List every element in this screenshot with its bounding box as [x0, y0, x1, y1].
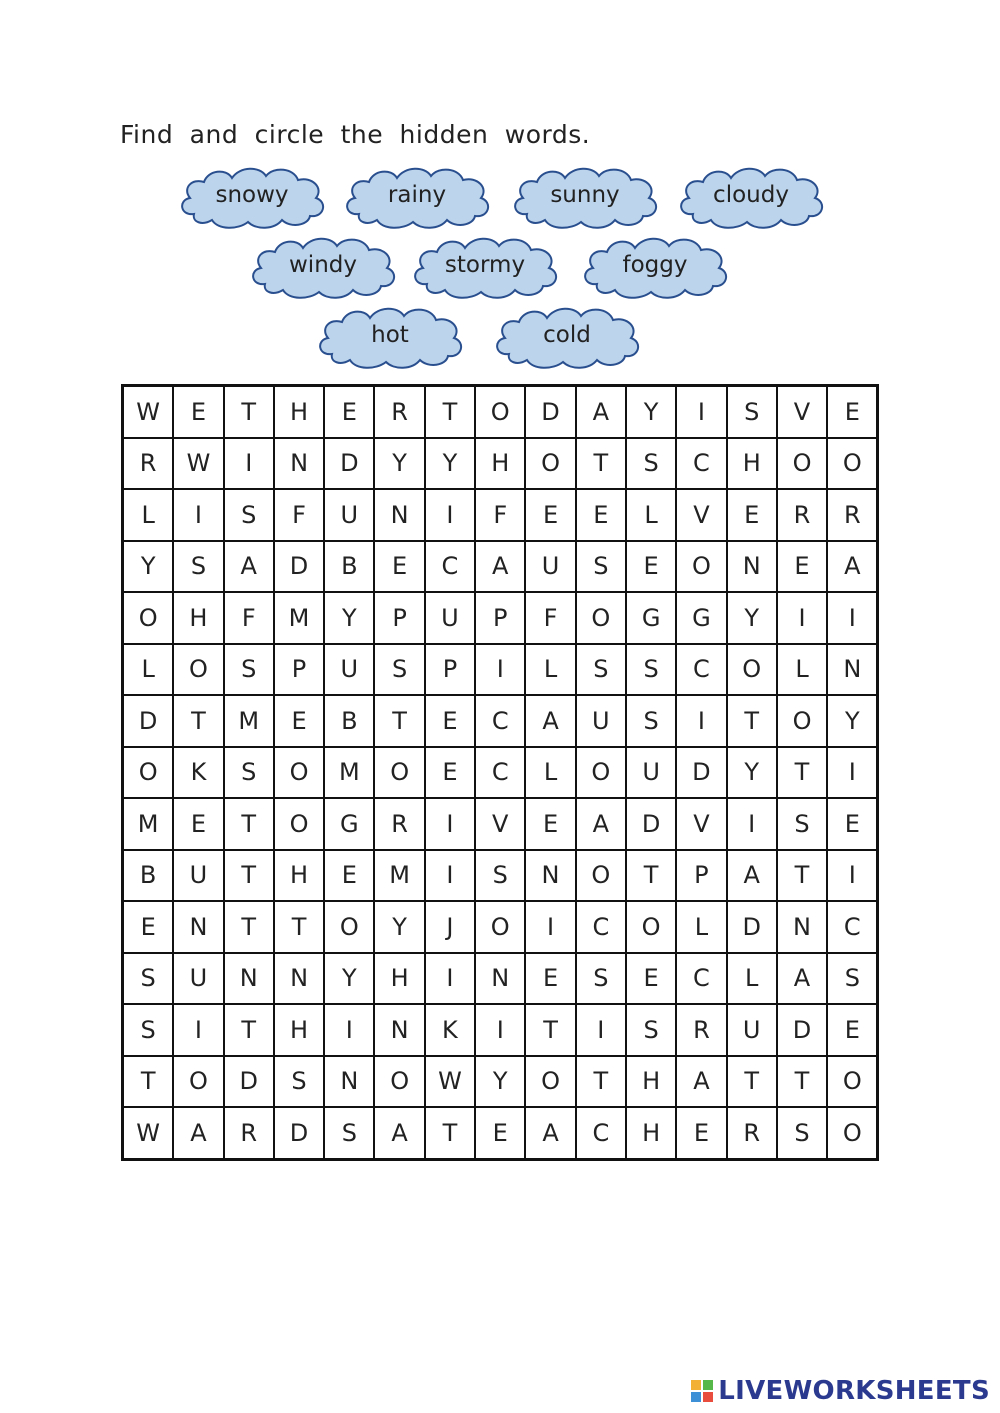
grid-cell[interactable]: I [576, 1004, 626, 1056]
grid-row [123, 850, 878, 902]
grid-cell[interactable]: A [475, 541, 525, 593]
word-bank-item: foggy [622, 252, 688, 278]
grid-cell[interactable]: K [173, 747, 223, 799]
grid-cell[interactable]: O [576, 747, 626, 799]
grid-cell[interactable]: S [576, 644, 626, 696]
grid-row [123, 1004, 878, 1056]
grid-cell[interactable]: T [777, 850, 827, 902]
word-cloud-stormy [405, 230, 565, 302]
grid-cell[interactable]: I [425, 953, 475, 1005]
grid-cell[interactable]: E [727, 489, 777, 541]
grid-cell[interactable]: R [374, 386, 424, 438]
grid-cell[interactable]: T [626, 850, 676, 902]
grid-row [123, 901, 878, 953]
grid-cell[interactable]: E [525, 953, 575, 1005]
grid-cell[interactable]: S [626, 438, 676, 490]
grid-cell[interactable]: D [123, 695, 174, 747]
grid-cell[interactable]: D [274, 541, 324, 593]
grid-cell[interactable]: P [425, 644, 475, 696]
grid-cell[interactable]: C [827, 901, 878, 953]
grid-cell[interactable]: N [827, 644, 878, 696]
grid-cell[interactable]: Y [727, 747, 777, 799]
grid-cell[interactable]: I [425, 850, 475, 902]
grid-cell[interactable]: S [576, 953, 626, 1005]
grid-cell[interactable]: U [525, 541, 575, 593]
grid-cell[interactable]: S [626, 644, 676, 696]
grid-cell[interactable]: D [626, 798, 676, 850]
grid-cell[interactable]: Y [475, 1056, 525, 1108]
grid-cell[interactable]: L [123, 489, 174, 541]
grid-cell[interactable]: S [224, 747, 274, 799]
word-bank-item: cold [543, 322, 591, 348]
grid-cell[interactable]: D [676, 747, 726, 799]
grid-cell[interactable]: G [676, 592, 726, 644]
grid-cell[interactable]: O [827, 1056, 878, 1108]
grid-cell[interactable]: D [324, 438, 374, 490]
grid-cell[interactable]: E [173, 798, 223, 850]
grid-row [123, 489, 878, 541]
grid-cell[interactable]: C [676, 644, 726, 696]
grid-cell[interactable]: M [274, 592, 324, 644]
grid-cell[interactable]: T [123, 1056, 174, 1108]
grid-cell[interactable]: L [777, 644, 827, 696]
grid-cell[interactable]: S [123, 1004, 174, 1056]
word-bank-item: sunny [550, 182, 620, 208]
grid-cell[interactable]: O [525, 438, 575, 490]
grid-cell[interactable]: N [224, 953, 274, 1005]
grid-cell[interactable]: O [274, 798, 324, 850]
grid-cell[interactable]: R [224, 1107, 274, 1159]
grid-cell[interactable]: O [324, 901, 374, 953]
grid-cell[interactable]: A [827, 541, 878, 593]
grid-cell[interactable]: O [777, 438, 827, 490]
grid-cell[interactable]: O [727, 644, 777, 696]
grid-cell[interactable]: R [827, 489, 878, 541]
grid-cell[interactable]: H [274, 850, 324, 902]
grid-cell[interactable]: O [576, 850, 626, 902]
grid-cell[interactable]: R [123, 438, 174, 490]
grid-cell[interactable]: B [324, 695, 374, 747]
grid-cell[interactable]: A [576, 386, 626, 438]
grid-cell[interactable]: S [777, 1107, 827, 1159]
grid-cell[interactable]: L [123, 644, 174, 696]
grid-cell[interactable]: A [676, 1056, 726, 1108]
grid-cell[interactable]: M [123, 798, 174, 850]
grid-cell[interactable]: H [173, 592, 223, 644]
word-cloud-cold [487, 300, 647, 372]
grid-cell[interactable]: U [324, 489, 374, 541]
grid-cell[interactable]: O [626, 901, 676, 953]
grid-cell[interactable]: U [576, 695, 626, 747]
grid-cell[interactable]: U [425, 592, 475, 644]
grid-cell[interactable]: M [224, 695, 274, 747]
word-bank-item: hot [371, 322, 409, 348]
grid-cell[interactable]: T [274, 901, 324, 953]
grid-cell[interactable]: N [525, 850, 575, 902]
grid-cell[interactable]: A [224, 541, 274, 593]
grid-cell[interactable]: V [475, 798, 525, 850]
grid-cell[interactable]: E [827, 1004, 878, 1056]
grid-cell[interactable]: C [676, 953, 726, 1005]
grid-row [123, 798, 878, 850]
grid-cell[interactable]: A [173, 1107, 223, 1159]
grid-cell[interactable]: O [274, 747, 324, 799]
grid-cell[interactable]: H [626, 1056, 676, 1108]
grid-cell[interactable]: W [123, 386, 174, 438]
grid-cell[interactable]: N [274, 953, 324, 1005]
grid-cell[interactable]: T [173, 695, 223, 747]
grid-cell[interactable]: O [173, 644, 223, 696]
grid-cell[interactable]: I [324, 1004, 374, 1056]
grid-cell[interactable]: V [676, 489, 726, 541]
grid-cell[interactable]: S [274, 1056, 324, 1108]
grid-cell[interactable]: S [576, 541, 626, 593]
grid-cell[interactable]: N [374, 1004, 424, 1056]
grid-cell[interactable]: L [727, 953, 777, 1005]
grid-cell[interactable]: I [173, 489, 223, 541]
grid-cell[interactable]: B [123, 850, 174, 902]
grid-cell[interactable]: E [777, 541, 827, 593]
word-search-grid [121, 384, 879, 1161]
grid-cell[interactable]: W [173, 438, 223, 490]
grid-cell[interactable]: H [475, 438, 525, 490]
grid-cell[interactable]: T [224, 850, 274, 902]
word-bank-item: rainy [387, 182, 447, 208]
grid-cell[interactable]: U [173, 953, 223, 1005]
brand-footer [690, 1376, 990, 1406]
grid-cell[interactable]: R [676, 1004, 726, 1056]
grid-cell[interactable]: C [475, 695, 525, 747]
grid-cell[interactable]: W [425, 1056, 475, 1108]
grid-cell[interactable]: I [727, 798, 777, 850]
grid-cell[interactable]: I [827, 592, 878, 644]
grid-cell[interactable]: Y [425, 438, 475, 490]
grid-cell[interactable]: T [425, 1107, 475, 1159]
grid-cell[interactable]: Y [324, 953, 374, 1005]
grid-cell[interactable]: T [224, 798, 274, 850]
grid-cell[interactable]: I [676, 386, 726, 438]
brand-name: LIVEWORKSHEETS [718, 1376, 990, 1406]
grid-cell[interactable]: H [274, 386, 324, 438]
grid-cell[interactable]: T [576, 1056, 626, 1108]
word-cloud-windy [243, 230, 403, 302]
grid-cell[interactable]: H [626, 1107, 676, 1159]
grid-cell[interactable]: P [374, 592, 424, 644]
grid-cell[interactable]: S [224, 644, 274, 696]
grid-cell[interactable]: N [324, 1056, 374, 1108]
grid-cell[interactable]: I [777, 592, 827, 644]
grid-cell[interactable]: O [475, 386, 525, 438]
word-bank-item: windy [289, 252, 357, 278]
grid-row [123, 592, 878, 644]
grid-cell[interactable]: A [727, 850, 777, 902]
grid-cell[interactable]: A [777, 953, 827, 1005]
grid-cell[interactable]: S [224, 489, 274, 541]
grid-cell[interactable]: C [425, 541, 475, 593]
grid-cell[interactable]: G [626, 592, 676, 644]
instruction-text: Find and circle the hidden words. [120, 120, 591, 149]
grid-cell[interactable]: F [274, 489, 324, 541]
grid-cell[interactable]: O [475, 901, 525, 953]
grid-cell[interactable]: R [374, 798, 424, 850]
grid-cell[interactable]: L [525, 747, 575, 799]
grid-row [123, 1107, 878, 1159]
grid-cell[interactable]: E [324, 386, 374, 438]
grid-cell[interactable]: P [676, 850, 726, 902]
grid-cell[interactable]: C [676, 438, 726, 490]
grid-cell[interactable]: I [475, 1004, 525, 1056]
grid-cell[interactable]: E [525, 489, 575, 541]
grid-cell[interactable]: T [727, 695, 777, 747]
grid-cell[interactable]: S [827, 953, 878, 1005]
word-cloud-sunny [505, 160, 665, 232]
grid-cell[interactable]: E [425, 695, 475, 747]
grid-cell[interactable]: F [224, 592, 274, 644]
grid-cell[interactable]: Y [626, 386, 676, 438]
grid-cell[interactable]: T [777, 1056, 827, 1108]
grid-cell[interactable]: V [777, 386, 827, 438]
grid-cell[interactable]: S [324, 1107, 374, 1159]
grid-cell[interactable]: O [123, 747, 174, 799]
grid-cell[interactable]: O [576, 592, 626, 644]
grid-cell[interactable]: U [727, 1004, 777, 1056]
grid-cell[interactable]: O [173, 1056, 223, 1108]
grid-cell[interactable]: N [727, 541, 777, 593]
grid-cell[interactable]: N [475, 953, 525, 1005]
grid-cell[interactable]: D [525, 386, 575, 438]
grid-cell[interactable]: T [224, 1004, 274, 1056]
grid-cell[interactable]: O [827, 438, 878, 490]
grid-cell[interactable]: C [475, 747, 525, 799]
grid-cell[interactable]: Y [123, 541, 174, 593]
grid-cell[interactable]: L [676, 901, 726, 953]
grid-cell[interactable]: O [123, 592, 174, 644]
grid-cell[interactable]: E [475, 1107, 525, 1159]
grid-cell[interactable]: Y [374, 438, 424, 490]
word-cloud-hot [310, 300, 470, 372]
grid-cell[interactable]: E [425, 747, 475, 799]
grid-row [123, 747, 878, 799]
grid-cell[interactable]: A [525, 695, 575, 747]
grid-row [123, 541, 878, 593]
grid-cell[interactable]: T [224, 901, 274, 953]
grid-cell[interactable]: O [676, 541, 726, 593]
grid-cell[interactable]: C [576, 901, 626, 953]
grid-cell[interactable]: I [425, 798, 475, 850]
grid-cell[interactable]: S [374, 644, 424, 696]
grid-cell[interactable]: E [676, 1107, 726, 1159]
grid-cell[interactable]: I [525, 901, 575, 953]
grid-cell[interactable]: S [626, 695, 676, 747]
grid-cell[interactable]: E [374, 541, 424, 593]
word-bank-item: cloudy [713, 182, 789, 208]
grid-row [123, 1056, 878, 1108]
grid-row [123, 644, 878, 696]
liveworksheets-logo-icon [690, 1379, 714, 1403]
grid-cell[interactable]: E [324, 850, 374, 902]
grid-cell[interactable]: Y [827, 695, 878, 747]
grid-row [123, 438, 878, 490]
grid-cell[interactable]: S [123, 953, 174, 1005]
grid-cell[interactable]: H [274, 1004, 324, 1056]
grid-cell[interactable]: A [525, 1107, 575, 1159]
grid-cell[interactable]: I [173, 1004, 223, 1056]
grid-cell[interactable]: P [475, 592, 525, 644]
grid-cell[interactable]: D [727, 901, 777, 953]
grid-cell[interactable]: I [224, 438, 274, 490]
grid-cell[interactable]: E [827, 386, 878, 438]
grid-cell[interactable]: T [777, 747, 827, 799]
grid-row [123, 695, 878, 747]
word-bank-item: stormy [444, 252, 526, 278]
grid-cell[interactable]: B [324, 541, 374, 593]
grid-cell[interactable]: E [626, 953, 676, 1005]
grid-cell[interactable]: U [626, 747, 676, 799]
grid-row [123, 386, 878, 438]
grid-cell[interactable]: E [173, 386, 223, 438]
grid-cell[interactable]: A [576, 798, 626, 850]
grid-cell[interactable]: E [827, 798, 878, 850]
word-cloud-rainy [337, 160, 497, 232]
grid-cell[interactable]: A [374, 1107, 424, 1159]
word-cloud-cloudy [671, 160, 831, 232]
grid-cell[interactable]: P [274, 644, 324, 696]
grid-cell[interactable]: T [525, 1004, 575, 1056]
grid-cell[interactable]: T [374, 695, 424, 747]
grid-cell[interactable]: Y [324, 592, 374, 644]
grid-cell[interactable]: T [425, 386, 475, 438]
grid-cell[interactable]: U [324, 644, 374, 696]
grid-cell[interactable]: D [224, 1056, 274, 1108]
grid-cell[interactable]: N [173, 901, 223, 953]
grid-cell[interactable]: R [727, 1107, 777, 1159]
grid-cell[interactable]: M [324, 747, 374, 799]
grid-cell[interactable]: I [827, 747, 878, 799]
grid-cell[interactable]: T [224, 386, 274, 438]
grid-cell[interactable]: K [425, 1004, 475, 1056]
grid-cell[interactable]: N [777, 901, 827, 953]
grid-cell[interactable]: W [123, 1107, 174, 1159]
grid-cell[interactable]: N [374, 489, 424, 541]
grid-cell[interactable]: O [374, 1056, 424, 1108]
grid-cell[interactable]: O [525, 1056, 575, 1108]
grid-cell[interactable]: I [475, 644, 525, 696]
word-cloud-snowy [172, 160, 332, 232]
grid-cell[interactable]: E [525, 798, 575, 850]
grid-cell[interactable]: F [525, 592, 575, 644]
word-cloud-foggy [575, 230, 735, 302]
grid-cell[interactable]: F [475, 489, 525, 541]
grid-cell[interactable]: T [576, 438, 626, 490]
grid-cell[interactable]: Y [374, 901, 424, 953]
grid-cell[interactable]: L [626, 489, 676, 541]
grid-cell[interactable]: T [727, 1056, 777, 1108]
grid-cell[interactable]: R [777, 489, 827, 541]
grid-cell[interactable]: V [676, 798, 726, 850]
grid-cell[interactable]: S [475, 850, 525, 902]
grid-cell[interactable]: J [425, 901, 475, 953]
grid-row [123, 953, 878, 1005]
grid-cell[interactable]: L [525, 644, 575, 696]
grid-cell[interactable]: H [374, 953, 424, 1005]
grid-cell[interactable]: Y [727, 592, 777, 644]
grid-cell[interactable]: C [576, 1107, 626, 1159]
grid-cell[interactable]: I [425, 489, 475, 541]
grid-cell[interactable]: E [123, 901, 174, 953]
grid-cell[interactable]: E [274, 695, 324, 747]
grid-cell[interactable]: S [626, 1004, 676, 1056]
grid-cell[interactable]: S [777, 798, 827, 850]
grid-cell[interactable]: M [374, 850, 424, 902]
grid-cell[interactable]: S [173, 541, 223, 593]
grid-cell[interactable]: O [777, 695, 827, 747]
grid-cell[interactable]: E [576, 489, 626, 541]
grid-cell[interactable]: U [173, 850, 223, 902]
grid-cell[interactable]: O [827, 1107, 878, 1159]
grid-cell[interactable]: G [324, 798, 374, 850]
grid-cell[interactable]: S [727, 386, 777, 438]
grid-cell[interactable]: E [626, 541, 676, 593]
grid-cell[interactable]: D [777, 1004, 827, 1056]
grid-cell[interactable]: D [274, 1107, 324, 1159]
grid-cell[interactable]: I [676, 695, 726, 747]
grid-cell[interactable]: N [274, 438, 324, 490]
grid-cell[interactable]: I [827, 850, 878, 902]
grid-cell[interactable]: H [727, 438, 777, 490]
grid-cell[interactable]: O [374, 747, 424, 799]
word-bank-item: snowy [215, 182, 289, 208]
